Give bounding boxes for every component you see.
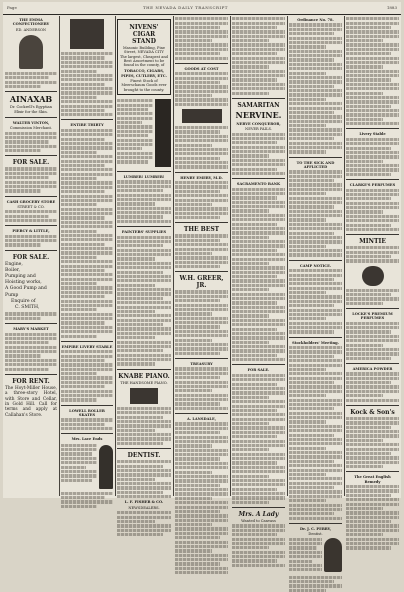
ad-heading: LUMBER! LUMBER! [123,174,165,179]
masthead: THE NEVADA DAILY TRANSCRIPT [143,5,228,10]
ad-heading: SAMARITAN [237,101,280,109]
ad-heading: PAINTERS' SUPPLIES [121,230,167,235]
ad-name: L. F. FISHER & CO. [124,500,164,505]
page-number: Page [7,5,17,10]
ad-heading: Stockholders' Meeting. [292,340,339,345]
ad-line: Dr. Cockrell's Egyptian Elixir for the Skin. [9,105,52,114]
ad-heading: MARY'S MARKET [13,327,49,332]
ad-sub: THE HANDSOME PIANO. [120,380,168,385]
banner-sub: Masonic Building, Pine Street, NEVADA CITY [122,46,166,55]
ornament-engraving [182,109,222,123]
ad-heading: WALTER VINTON, [12,120,50,125]
ad-sub: Dentist. [308,532,323,537]
ad-heading: TREASURY [190,361,213,366]
banner-foot: Finest Stock of Meerschaum Goods ever brought to the county. [121,79,167,92]
ad-heading: AMERICA POWDER [352,366,393,371]
column-4 [175,16,228,496]
vertical-ad-block [155,99,171,167]
banner-goods: TOBACCO, CIGARS, PIPES, CUTLERY, ETC. [121,69,167,78]
ad-heading: The Great English Remedy [354,475,391,484]
ad-heading: CASH GROCERY STORE [6,199,56,204]
column-1 [5,16,57,496]
ad-heading: A. LANSDALE, [187,416,216,421]
ad-heading: FOR SALE. [12,159,50,167]
piano-engraving [130,388,158,404]
ad-body: The Hoyt-Miller House, a three-story Hotel, with Store and Cellar, in Gold Hill. Call for terms and apply at Callahan's Store. [5,385,57,418]
banner-text: The largest, Cheapest and Best Assortment to be found in the county, of [120,54,168,68]
ad-heading: DENTIST. [127,452,161,460]
ornament-engraving [70,19,104,49]
ad-heading: FOR SALE. [12,253,50,261]
ad-sub: NEVER FAILS. [245,127,272,132]
ad-heading: TO THE SICK AND AFFLICTED [296,160,335,169]
ad-heading: W.H. GREER, JR. [179,275,224,290]
ad-heading: THE EMMA CONFECTIONERY [12,18,50,27]
column-rule [230,16,231,496]
ad-proprietor: ED. ANDERSON [15,27,47,32]
ad-heading: CAMP NOTICE. [299,263,332,268]
ad-heading: LOCKE'S PREMIUM PERFUMES [352,311,393,321]
portrait-engraving [362,266,384,286]
column-7 [346,16,399,496]
column-rule [115,16,116,496]
ad-sub: Wanted to Canvass [241,518,276,523]
ad-heading: SACRAMENTO BANK [236,182,281,187]
ad-sub: STREET & CO. [17,204,45,209]
ad-heading: Mrs. A Lady [238,510,279,518]
ad-heading: NERVINE. [235,109,282,120]
column-3 [117,16,171,510]
ad-heading: Dr. J. C. PERRY, [299,526,332,531]
column-5 [232,16,285,523]
column-rule [344,16,345,496]
ad-heading: THE BEST [183,226,220,234]
ad-heading: MINTIE [359,238,386,246]
ad-heading: NERVE CONQUEROR, [236,121,281,126]
ad-heading: ENTIRE THIRTY [70,123,104,128]
ad-heading: Livery Stable [359,132,386,137]
ad-tag: NEWSDEALERS. [128,505,160,510]
ad-heading: AINAXAB [9,94,53,105]
ad-heading: FOR RENT. [12,377,50,385]
cigar-stand-banner [117,19,171,95]
page-header [3,2,401,15]
column-2 [61,16,113,496]
column-rule [59,16,60,496]
banner-title: NIVENS' CIGAR STAND [129,24,159,45]
ad-heading: EMPIRE LIVERY STABLE [61,344,113,349]
ad-heading: Mrs. Lace Ends [71,437,103,442]
ad-heading: Kock & Son's [350,408,395,416]
ad-heading: PIERCY & LITTLE, [12,229,50,234]
column-rule [287,16,288,496]
figure-engraving [324,538,342,572]
ad-heading: HENRY EMERY, M.D. [180,175,223,180]
issue-date: 1883 [386,5,397,10]
ad-heading: CLARKE'S PERFUMES [349,183,396,188]
ad-sub: Commission Merchant. [9,126,53,131]
ad-heading: FOR SALE. [247,368,270,373]
column-6 [289,16,342,537]
ad-heading: KNABE PIANO. [118,372,170,380]
portrait-engraving [19,35,43,69]
ad-heading: LOWELL ROLLER SKATES [69,408,105,417]
ad-heading: Ordinance No. 78. [297,18,334,22]
newspaper-page [3,2,401,537]
sale-items: Engine, Boiler, Pumping and Hoisting works, A Good Pump and Pump Enquire of C. SMITH, [5,261,47,311]
figure-engraving [99,445,113,489]
ad-heading: GOODS AT COST [184,66,219,71]
column-rule [173,16,174,496]
